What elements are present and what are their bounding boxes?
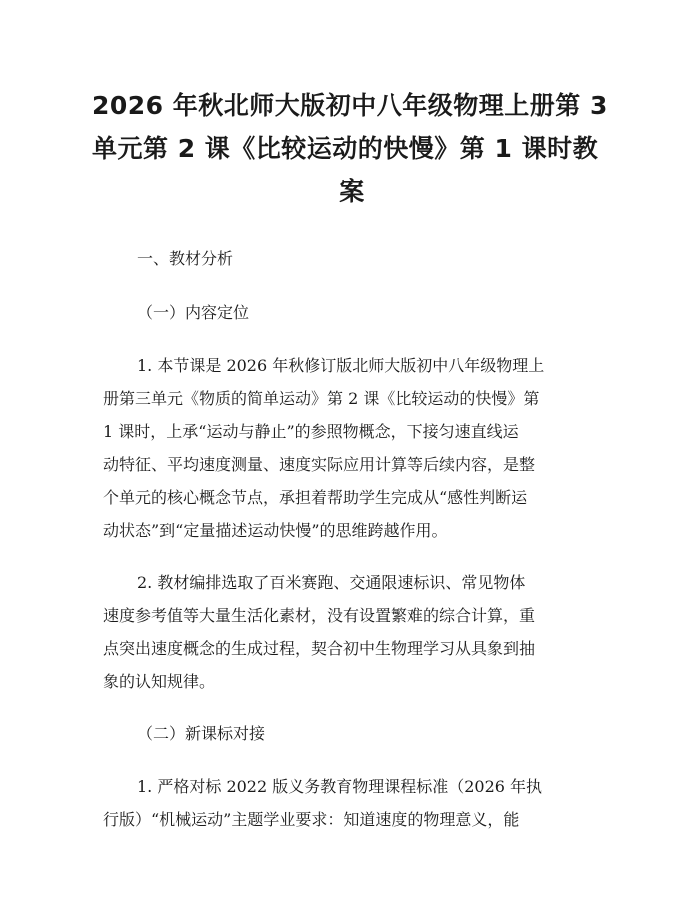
title-line: 案	[339, 177, 365, 206]
paragraph-line: 象的认知规律。	[103, 672, 216, 691]
subsection-heading-content-positioning: （一）内容定位	[137, 303, 250, 322]
title-line: 2026 年秋北师大版初中八年级物理上册第 3	[92, 91, 608, 120]
document-body	[103, 242, 600, 855]
paragraph-line: 1. 本节课是 2026 年秋修订版北师大版初中八年级物理上	[137, 356, 545, 375]
paragraph-line: 速度参考值等大量生活化素材，没有设置繁难的综合计算，重	[103, 606, 536, 625]
document-title	[92, 84, 612, 213]
paragraph-line: 动状态”到“定量描述运动快慢”的思维跨越作用。	[103, 521, 448, 540]
paragraph-line: 2. 教材编排选取了百米赛跑、交通限速标识、常见物体	[137, 573, 526, 592]
title-line: 单元第 2 课《比较运动的快慢》第 1 课时教	[92, 134, 599, 163]
paragraph-line: 1. 严格对标 2022 版义务教育物理课程标准（2026 年执	[137, 777, 543, 796]
paragraph-line: 1 课时，上承“运动与静止”的参照物概念，下接匀速直线运	[103, 422, 519, 441]
paragraph-line: 册第三单元《物质的简单运动》第 2 课《比较运动的快慢》第	[103, 389, 540, 408]
paragraph-2	[103, 566, 600, 698]
section-heading-teaching-material-analysis: 一、教材分析	[137, 249, 234, 268]
paragraph-1	[103, 349, 600, 547]
paragraph-line: 动特征、平均速度测量、速度实际应用计算等后续内容，是整	[103, 455, 536, 474]
paragraph-line: 点突出速度概念的生成过程，契合初中生物理学习从具象到抽	[103, 639, 536, 658]
paragraph-3	[103, 770, 600, 836]
subsection-heading-curriculum-alignment: （二）新课标对接	[137, 724, 266, 743]
paragraph-line: 行版）“机械运动”主题学业要求：知道速度的物理意义，能	[103, 810, 520, 829]
paragraph-line: 个单元的核心概念节点，承担着帮助学生完成从“感性判断运	[103, 488, 528, 507]
